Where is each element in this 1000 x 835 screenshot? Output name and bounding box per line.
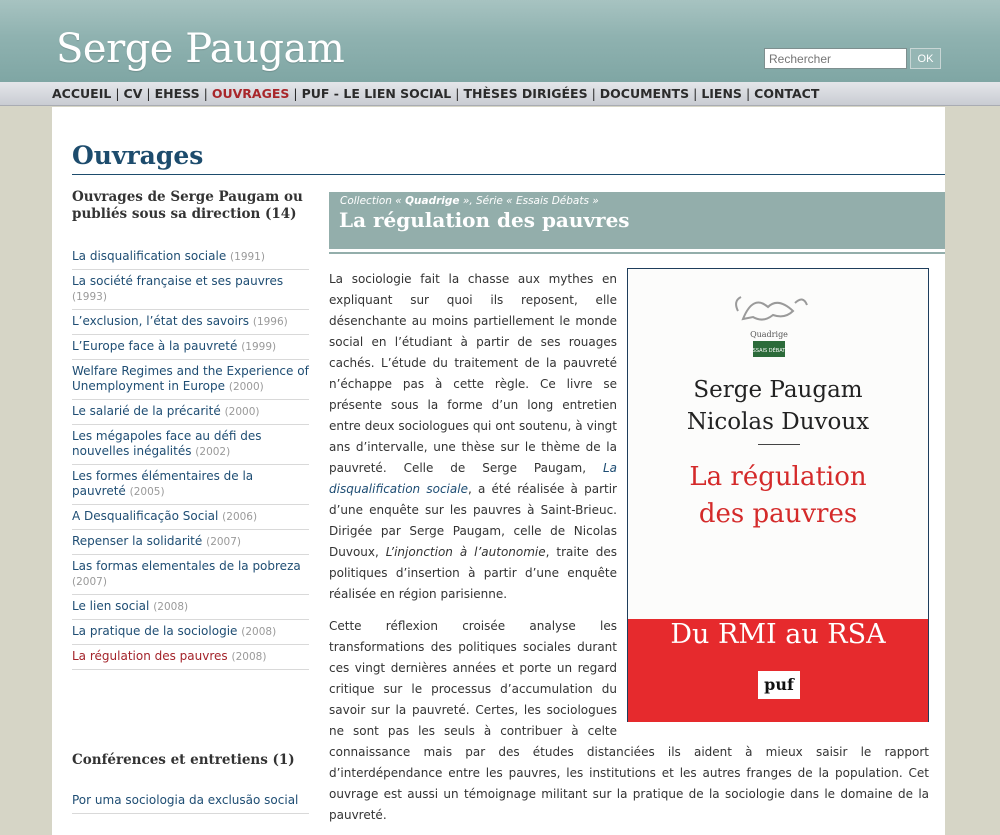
nav-contact[interactable]: CONTACT	[754, 86, 820, 101]
cover-author-2: Nicolas Duvoux	[686, 409, 870, 435]
cover-logo-label: Quadrige	[750, 330, 788, 339]
nav-documents[interactable]: DOCUMENTS	[599, 86, 690, 101]
sidebar-item-year: (2007)	[72, 576, 107, 588]
site-title[interactable]: Serge Paugam	[56, 26, 345, 72]
sidebar-item-year: (1991)	[230, 251, 265, 263]
sidebar-item-year: (2000)	[224, 406, 260, 418]
collection-prefix: Collection «	[340, 195, 406, 207]
sidebar-item-label[interactable]: Las formas elementales de la pobreza	[72, 559, 301, 573]
sidebar-item-label[interactable]: Le salarié de la précarité	[72, 404, 221, 418]
sidebar	[72, 189, 309, 670]
sidebar-item[interactable]	[72, 620, 309, 645]
sidebar-item-year: (2008)	[241, 626, 277, 638]
book-cover-image	[627, 268, 929, 722]
sidebar-item-label[interactable]: Repenser la solidarité	[72, 534, 203, 548]
search-input[interactable]	[764, 48, 907, 69]
p1-text-b: , a été réalisée à partir d’une enquête sur les pauvres à Saint-Brieuc. Dirigée par Serge Paugam, celle de Nicolas Duvoux,	[329, 482, 617, 559]
sidebar-item[interactable]	[72, 465, 309, 505]
nav-cv[interactable]: CV	[123, 86, 143, 101]
article-collection	[340, 195, 599, 207]
sidebar-item-label[interactable]: L’Europe face à la pauvreté	[72, 339, 238, 353]
sidebar-item-year: (1993)	[72, 291, 107, 303]
nav-separator: |	[115, 86, 120, 101]
sidebar-item-year: (2000)	[228, 381, 264, 393]
content-panel	[52, 107, 945, 835]
sidebar-item-year: (2005)	[129, 486, 165, 498]
sidebar-item-year: (1999)	[241, 341, 277, 353]
sidebar-list	[72, 245, 309, 670]
sidebar-item[interactable]	[72, 245, 309, 270]
cover-divider	[758, 444, 800, 445]
sidebar-item-label[interactable]: La régulation des pauvres	[72, 649, 228, 663]
main-nav	[0, 82, 1000, 106]
puf-logo-icon: puf	[758, 671, 800, 699]
article-paragraph-2: Cette réflexion croisée analyse les transformations des politiques sociales durant ces vingt dernières années et porte un regard critique sur le processus d’accumulation du savoir sur la pauvreté. Certes, les sociologues ne sont pas les seuls à contribuer à celte connaissance mais par des études distanciées ils aident à mieux saisir le rapport d’interdépendance entre les pauvres, les institutions et les autres franges de la population. Cet ouvrage est aussi un témoignage militant sur la pratique de la sociologie dans le domaine de la pauvreté.	[329, 619, 929, 822]
title-divider	[72, 174, 945, 175]
cover-authors	[628, 374, 928, 438]
collection-name: Quadrige	[405, 195, 460, 207]
cover-title-line-1: La régulation	[689, 462, 867, 492]
site-header	[0, 0, 1000, 82]
nav-accueil[interactable]: ACCUEIL	[52, 86, 112, 101]
cover-subtitle: Du RMI au RSA	[670, 619, 886, 650]
collection-mid: », Série «	[459, 195, 516, 207]
collection-suffix: »	[588, 195, 599, 207]
sidebar-item-label[interactable]: L’exclusion, l’état des savoirs	[72, 314, 250, 328]
sidebar-item-label[interactable]: La société française et ses pauvres	[72, 274, 284, 288]
article-body	[329, 269, 929, 835]
sidebar-item-label[interactable]: Le lien social	[72, 599, 150, 613]
nav-ouvrages[interactable]: OUVRAGES	[211, 86, 290, 101]
page-title: Ouvrages	[72, 141, 204, 170]
sidebar-item-year: (2008)	[153, 601, 189, 613]
sidebar-item[interactable]	[72, 555, 309, 595]
nav-puf-lien-social[interactable]: PUF - LE LIEN SOCIAL	[301, 86, 452, 101]
cover-logo-sub: ESSAIS DÉBATS	[749, 348, 789, 354]
article-header	[329, 192, 945, 252]
nav-theses-dirigees[interactable]: THÈSES DIRIGÉES	[463, 86, 588, 101]
conferences-heading: Conférences et entretiens (1)	[72, 752, 295, 768]
cover-author-1: Serge Paugam	[693, 377, 863, 403]
sidebar-item-label[interactable]: Welfare Regimes and the Experience of Unemployment in Europe	[72, 364, 309, 393]
p1-text-c: , traite des politiques d’insertion à partir d’une enquête réalisée en région parisienne.	[329, 545, 617, 601]
cover-title-line-2: des pauvres	[698, 499, 858, 529]
sidebar-item[interactable]	[72, 400, 309, 425]
sidebar-item[interactable]	[72, 360, 309, 400]
cover-title	[628, 459, 928, 533]
nav-separator: |	[293, 86, 298, 101]
sidebar-item-year: (2002)	[195, 446, 231, 458]
p1-book-title: L’injonction à l’autonomie	[385, 545, 546, 559]
disqualification-sociale-link[interactable]: La disqualification sociale	[329, 461, 617, 496]
nav-separator: |	[745, 86, 751, 101]
sidebar-item[interactable]	[72, 270, 309, 310]
article-title: La régulation des pauvres	[339, 208, 630, 232]
sidebar-item-year: (1996)	[252, 316, 288, 328]
p1-text-a: La sociologie fait la chasse aux mythes en expliquant sur quoi ils reposent, elle désenchante au moins partiellement le monde social en l’étudiant à partir de ses rouages cachés. L’étude du traitement de la pauvreté n’échappe pas à cette règle. Ce livre se présente sous la forme d’un long entretien entre deux sociologues qui ont soutenu, à vingt ans d’intervalle, une thèse sur le thème de la pauvreté. Celle de Serge Paugam,	[329, 272, 617, 475]
nav-separator: |	[455, 86, 460, 101]
nav-separator: |	[203, 86, 208, 101]
series-name: Essais Débats	[515, 195, 589, 207]
sidebar-item-label[interactable]: Les mégapoles face au défi des nouvelles inégalités	[72, 429, 262, 458]
search-button[interactable]: OK	[910, 48, 941, 69]
nav-separator: |	[693, 86, 698, 101]
nav-separator: |	[146, 86, 151, 101]
sidebar-item[interactable]	[72, 505, 309, 530]
sidebar-heading: Ouvrages de Serge Paugam ou publiés sous sa direction (14)	[72, 189, 303, 222]
sidebar-item[interactable]	[72, 595, 309, 620]
quadrige-logo-icon	[723, 289, 813, 359]
sidebar-item[interactable]	[72, 425, 309, 465]
sidebar-item-year: (2008)	[231, 651, 267, 663]
nav-liens[interactable]: LIENS	[701, 86, 742, 101]
sidebar-item-label[interactable]: A Desqualificação Social	[72, 509, 219, 523]
sidebar-item-current[interactable]	[72, 645, 309, 670]
sidebar-item-year: (2007)	[206, 536, 242, 548]
sidebar-item-label[interactable]: La pratique de la sociologie	[72, 624, 238, 638]
sidebar-item-label[interactable]: Les formes élémentaires de la pauvreté	[72, 469, 254, 498]
nav-ehess[interactable]: EHESS	[154, 86, 200, 101]
sidebar-item-label[interactable]: La disqualification sociale	[72, 249, 227, 263]
nav-separator: |	[591, 86, 596, 101]
sidebar-item[interactable]	[72, 310, 309, 335]
conference-item[interactable]: Por uma sociologia da exclusão social	[72, 793, 309, 814]
sidebar-item[interactable]	[72, 335, 309, 360]
sidebar-item-year: (2006)	[222, 511, 258, 523]
sidebar-item[interactable]	[72, 530, 309, 555]
